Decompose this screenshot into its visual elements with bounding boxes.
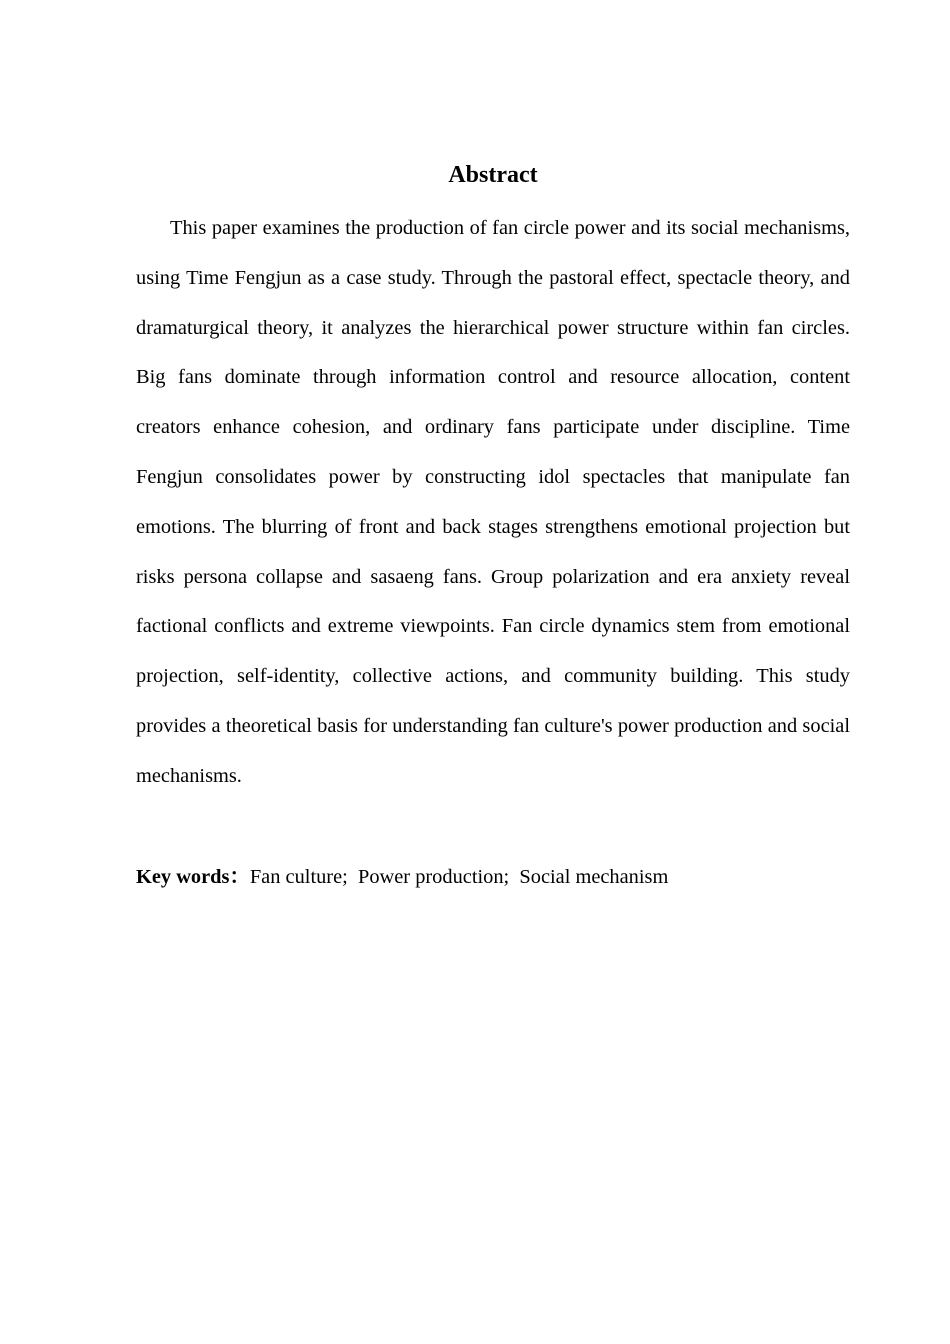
abstract-paragraph: This paper examines the production of fan circle power and its social mechanisms, using Time Fengjun as a case study. Through the pastoral effect, spectacle theory, and dramaturgical theory, it analyzes the hierarchical power structure within fan circles. Big fans dominate through information control and resource allocation, content creators enhance cohesion, and ordinary fans participate under discipline. Time Fengjun consolidates power by constructing idol spectacles that manipulate fan emotions. The blurring of front and back stages strengthens emotional projection but risks persona collapse and sasaeng fans. Group polarization and era anxiety reveal factional conflicts and extreme viewpoints. Fan circle dynamics stem from emotional projection, self-identity, collective actions, and community building. This study provides a theoretical basis for understanding fan culture's power production and social mechanisms. (136, 217, 850, 787)
keywords-separator: ： (229, 866, 250, 888)
abstract-heading: Abstract (448, 162, 538, 188)
keywords-list: Fan culture; Power production; Social mechanism (249, 866, 669, 888)
keywords-label: Key words (136, 866, 230, 888)
keywords-line (136, 852, 850, 902)
